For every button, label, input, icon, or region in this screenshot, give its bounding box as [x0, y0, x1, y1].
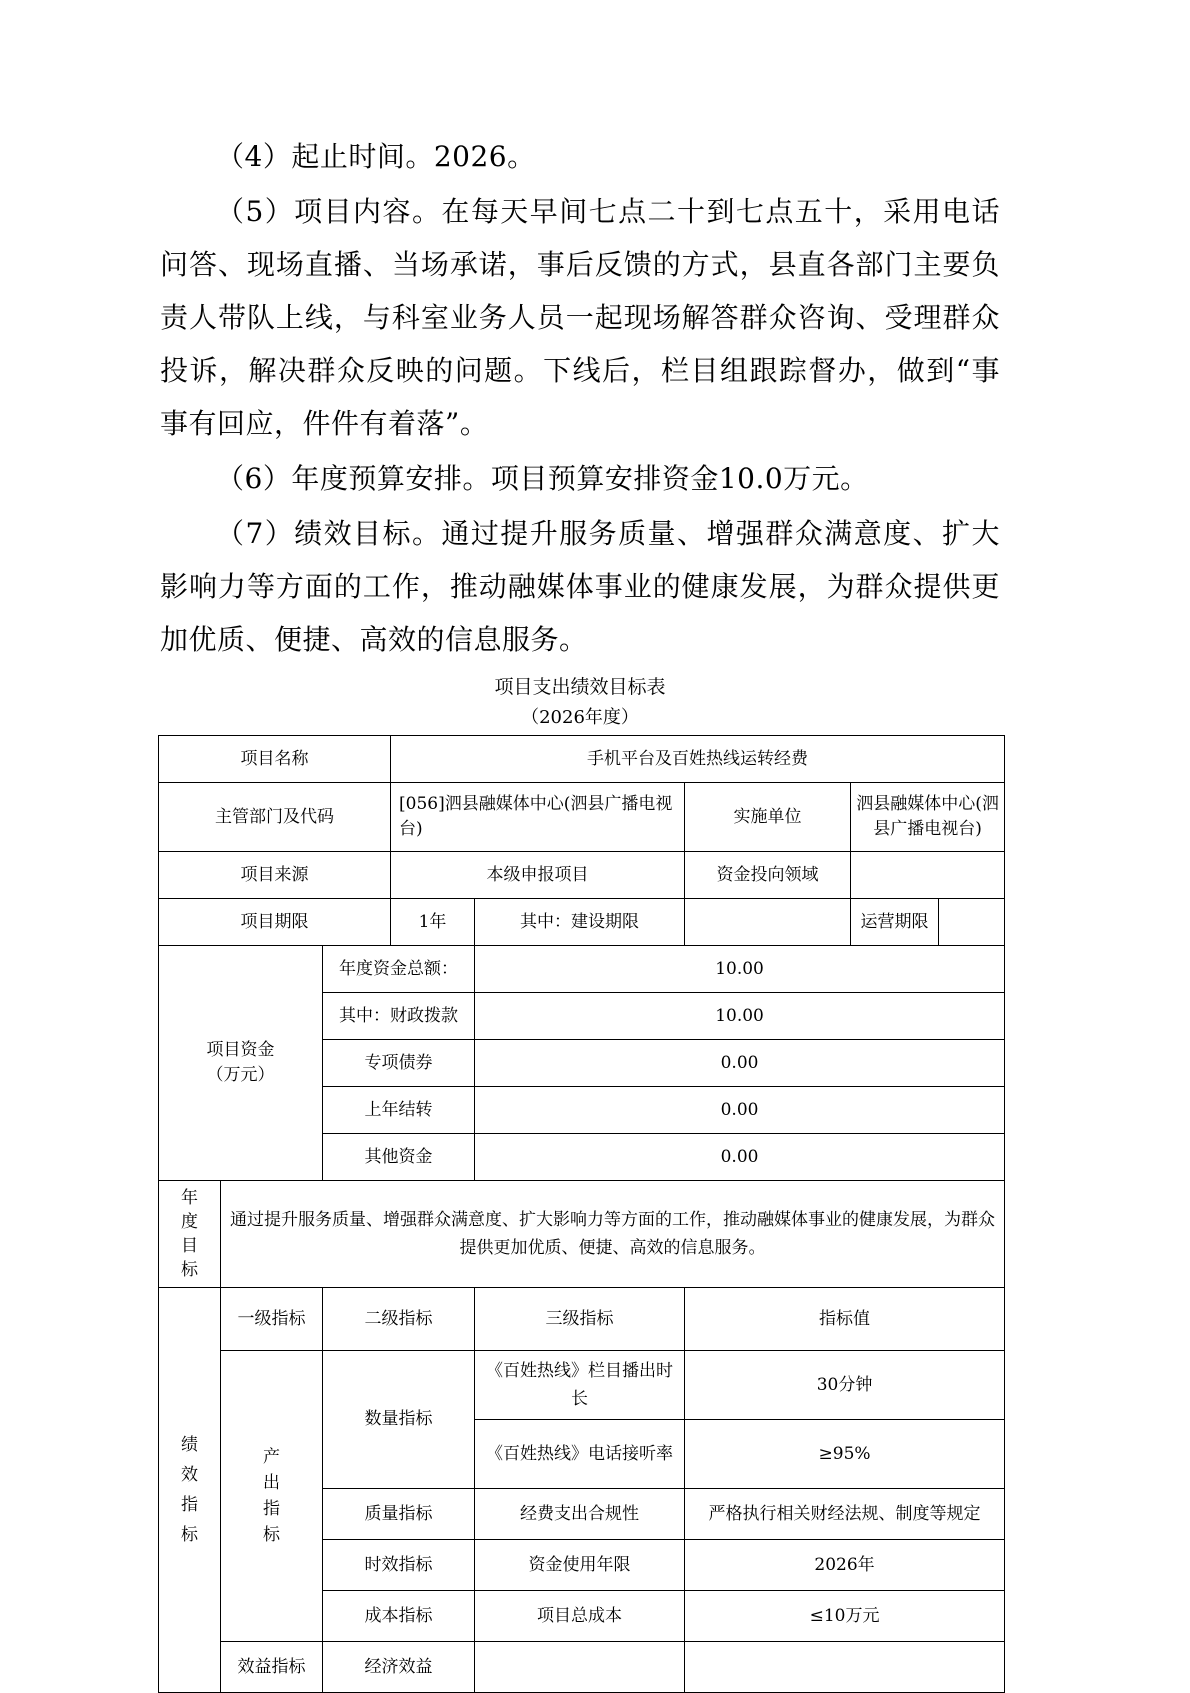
fund-name: 专项债券: [323, 1040, 475, 1087]
fund-name: 其中：财政拨款: [323, 993, 475, 1040]
table-row: [159, 1288, 1005, 1351]
build-period-label: 其中：建设期限: [475, 899, 685, 946]
project-name-label: 项目名称: [159, 736, 391, 783]
perf-index-label: 绩 效 指 标: [159, 1288, 221, 1693]
index-value: ≥95%: [685, 1420, 1005, 1489]
level3-value: 经费支出合规性: [475, 1489, 685, 1540]
operate-period-label: 运营期限: [851, 899, 939, 946]
level2-value: 数量指标: [323, 1351, 475, 1489]
level3-value: 项目总成本: [475, 1591, 685, 1642]
annual-goal-value: 通过提升服务质量、增强群众满意度、扩大影响力等方面的工作，推动融媒体事业的健康发展，为群众提供更加优质、便捷、高效的信息服务。: [221, 1181, 1005, 1288]
paragraph-6: （6）年度预算安排。项目预算安排资金10.0万元。: [216, 462, 869, 495]
fund-value: 10.00: [475, 946, 1005, 993]
fund-value: 10.00: [475, 993, 1005, 1040]
source-label: 项目来源: [159, 852, 391, 899]
table-row: [159, 899, 1005, 946]
index-value: [685, 1642, 1005, 1693]
index-value: 30分钟: [685, 1351, 1005, 1420]
fund-direction-value: [851, 852, 1005, 899]
level3-value: 资金使用年限: [475, 1540, 685, 1591]
header-level3: 三级指标: [475, 1288, 685, 1351]
period-label: 项目期限: [159, 899, 391, 946]
fund-name: 年度资金总额：: [323, 946, 475, 993]
dept-value: [056]泗县融媒体中心(泗县广播电视台): [391, 783, 685, 852]
header-level1: 一级指标: [221, 1288, 323, 1351]
output-index-label: 产 出 指 标: [221, 1351, 323, 1642]
level2-value: 经济效益: [323, 1642, 475, 1693]
performance-target-table: [158, 735, 1005, 1693]
impl-unit-value: 泗县融媒体中心(泗县广播电视台): [851, 783, 1005, 852]
source-value: 本级申报项目: [391, 852, 685, 899]
fund-value: 0.00: [475, 1087, 1005, 1134]
paragraph-5: （5）项目内容。在每天早间七点二十到七点五十，采用电话问答、现场直播、当场承诺，事后反馈的方式，县直各部门主要负责人带队上线，与科室业务人员一起现场解答群众咨询、受理群众投诉，解决群众反映的问题。下线后，栏目组跟踪督办，做到“事事有回应，件件有着落”。: [160, 195, 1000, 440]
index-value: ≤10万元: [685, 1591, 1005, 1642]
level2-value: 成本指标: [323, 1591, 475, 1642]
table-row: [159, 1351, 1005, 1420]
annual-goal-label: 年 度 目 标: [159, 1181, 221, 1288]
fund-label-line2: （万元）: [206, 1065, 275, 1085]
table-row: [159, 852, 1005, 899]
level3-value: [475, 1642, 685, 1693]
table-row: [159, 1181, 1005, 1288]
paragraph-7: （7）绩效目标。通过提升服务质量、增强群众满意度、扩大影响力等方面的工作，推动融媒体事业的健康发展，为群众提供更加优质、便捷、高效的信息服务。: [160, 517, 1000, 656]
fund-name: 其他资金: [323, 1134, 475, 1181]
table-row: [159, 946, 1005, 993]
header-level2: 二级指标: [323, 1288, 475, 1351]
level3-value: 《百姓热线》电话接听率: [475, 1420, 685, 1489]
fund-value: 0.00: [475, 1134, 1005, 1181]
table-row: [159, 736, 1005, 783]
header-value: 指标值: [685, 1288, 1005, 1351]
level2-value: 质量指标: [323, 1489, 475, 1540]
table-row: [159, 783, 1005, 852]
impl-unit-label: 实施单位: [685, 783, 851, 852]
index-value: 严格执行相关财经法规、制度等规定: [685, 1489, 1005, 1540]
table-subtitle: （2026年度）: [521, 707, 639, 728]
level2-value: 时效指标: [323, 1540, 475, 1591]
table-row: [159, 1642, 1005, 1693]
fund-label-line1: 项目资金: [206, 1040, 275, 1060]
build-period-value: [685, 899, 851, 946]
operate-period-value: [939, 899, 1005, 946]
fund-direction-label: 资金投向领域: [685, 852, 851, 899]
body-text-block: [160, 130, 1000, 668]
fund-value: 0.00: [475, 1040, 1005, 1087]
table-title: 项目支出绩效目标表: [494, 676, 666, 698]
dept-label: 主管部门及代码: [159, 783, 391, 852]
fund-label: [159, 946, 323, 1181]
benefit-index-label: 效益指标: [221, 1642, 323, 1693]
project-name-value: 手机平台及百姓热线运转经费: [391, 736, 1005, 783]
level3-value: 《百姓热线》栏目播出时长: [475, 1351, 685, 1420]
period-value: 1年: [391, 899, 475, 946]
fund-name: 上年结转: [323, 1087, 475, 1134]
index-value: 2026年: [685, 1540, 1005, 1591]
paragraph-4: （4）起止时间。2026。: [216, 140, 536, 173]
